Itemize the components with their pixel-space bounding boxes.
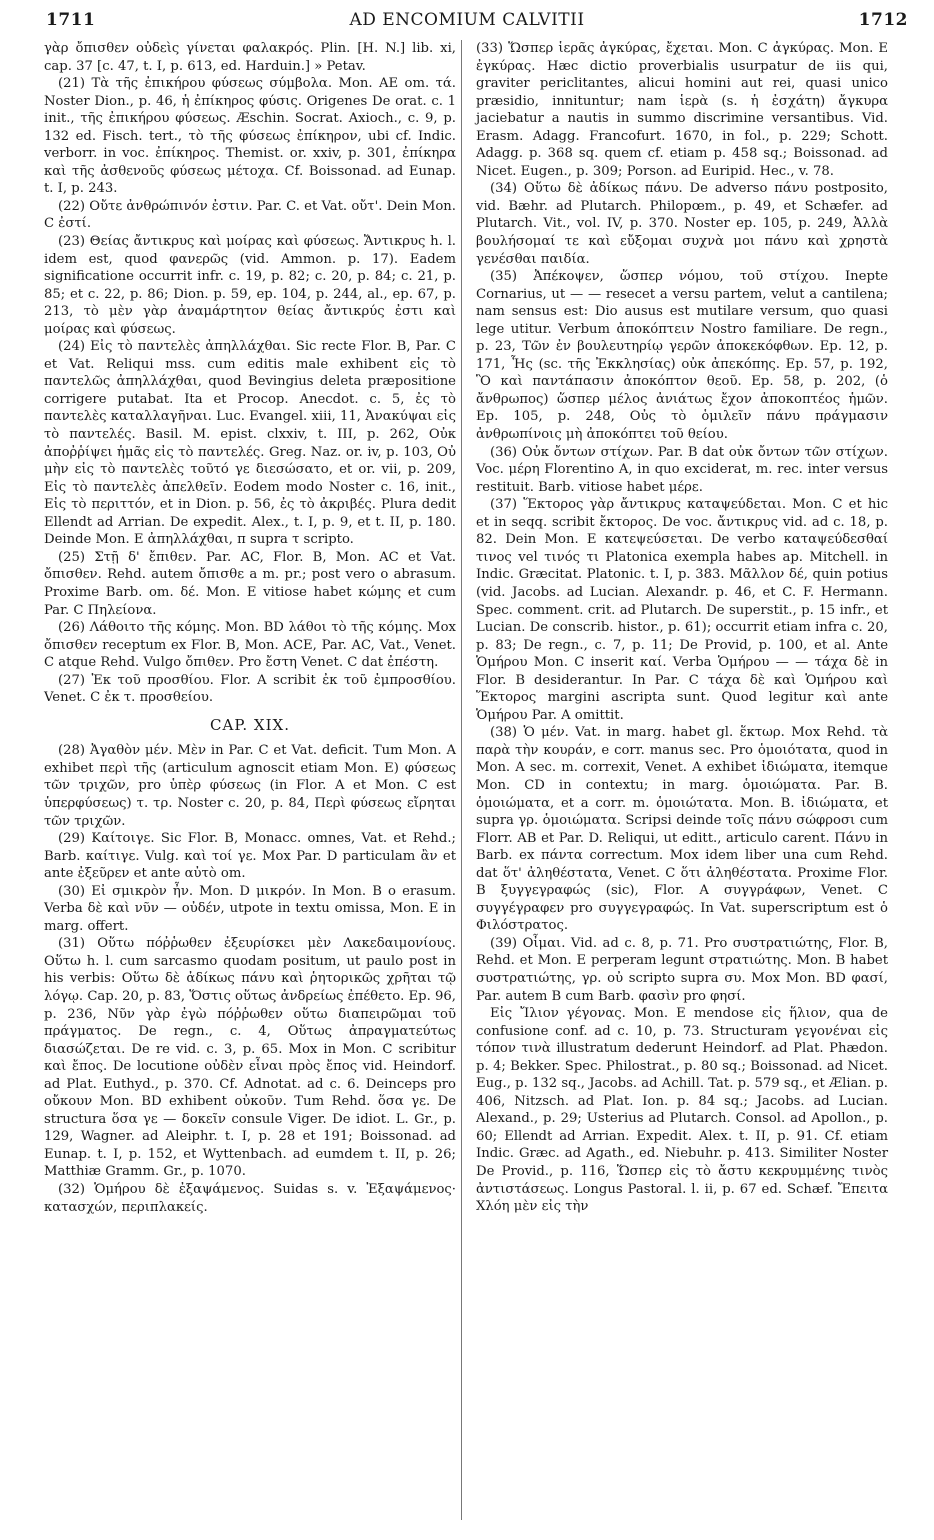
footnote-paragraph: (32) Ὁμήρου δὲ ἐξαψάμενος. Suidas s. v. Ἐξαψάμενος· κατασχών, περιπλακείς. [44, 1182, 456, 1215]
footnote-paragraph: (33) Ὥσπερ ἱερᾶς ἀγκύρας, ἔχεται. Mon. C ἀγκύρας. Mon. E ἐγκύρας. Hæc dictio proverbialis usurpatur de iis qui, graviter periclitantes, alicui homini aut rei, quasi unico præsidio, innituntur; nam ἱερὰ (s. ἡ ἐσχάτη) ἄγκυρα jaciebatur a nautis in summo discrimine versantibus. Vid. Erasm. Adagg. Francofurt. 1670, in fol., p. 229; Schott. Adagg. p. 368 sq. quem cf. etiam p. 458 sq.; Boissonad. ad Nicet. Eugen., p. 309; Porson. ad Euripid. Hec., v. 78. [476, 41, 888, 179]
running-title: AD ENCOMIUM CALVITII [349, 10, 585, 30]
left-page-number: 1711 [46, 10, 96, 30]
footnote-paragraph: (23) Θείας ἄντικρυς καὶ μοίρας καὶ φύσεως. Ἄντικρυς h. l. idem est, quod φανερῶς (vid. Ammon. p. 17). Eadem significatione occurrit infr. c. 19, p. 82; c. 20, p. 84; c. 21, p. 85; et c. 22, p. 86; Dion. p. 59, ep. 104, p. 244, al., ep. 67, p. 213, τὸ μὲν γὰρ ἀναμάρτητον θείας ἄντικρύς ἐστι καὶ μοίρας καὶ φύσεως. [44, 234, 456, 337]
footnote-paragraph: γὰρ ὄπισθεν οὐδεὶς γίνεται φαλακρός. Plin. [H. N.] lib. xi, cap. 37 [c. 47, t. I, p. 613, ed. Harduin.] » Petav. [44, 41, 456, 74]
footnote-paragraph: (29) Καίτοιγε. Sic Flor. B, Monacc. omnes, Vat. et Rehd.; Barb. καίτιγε. Vulg. καὶ τοί γε. Mox Par. D particulam ἂν et ante ἐξεῦρεν et ante αὐτὸ om. [44, 831, 456, 882]
footnote-paragraph: (37) Ἕκτορος γὰρ ἄντικρυς καταψεύδεται. Mon. C et hic et in seqq. scribit ἔκτορος. De voc. ἄντικρυς vid. ad c. 18, p. 82. Dein Mon. E κατεψεύσεται. De verbo καταψεύδεσθαί τινος vel τινός τι Platonica exempla habes ap. Mitchell. in Indic. Græcitat. Platonic. t. I, p. 383. Μᾶλλον δέ, quin potius (vid. Jacobs. ad Lucian. Alexandr. p. 46, et C. F. Hermann. Spec. comment. crit. ad Plutarch. De superstit., p. 15 infr., et Lucian. De conscrib. histor., p. 61); occurrit etiam infra c. 20, p. 83; De regn., c. 7, p. 11; De Provid, p. 100, et al. Ante Ὁμήρου Mon. C inserit καί. Verba Ὁμήρου — — τάχα δὲ in Flor. B desiderantur. In Par. C τάχα δὲ καὶ Ὁμήρου καὶ Ἕκτορος margini ascripta sunt. Quod legitur καὶ ante Ὁμήρου Par. A omittit. [476, 497, 888, 723]
column-divider [461, 40, 462, 1520]
right-column [476, 40, 888, 1216]
footnote-paragraph: (24) Εἰς τὸ παντελὲς ἀπηλλάχθαι. Sic recte Flor. B, Par. C et Vat. Reliqui mss. cum editis male exhibent εἰς τὸ παντελῶς ἀπηλλάχθαι, quod Bevingius deleta præpositione corrigere putabat. Ita et Procop. Anecdot. c. 5, ἐς τὸ παντελὲς καταλλαγῆναι. Luc. Evangel. xiii, 11, Ἀνακύψαι εἰς τὸ παντελές. Basil. M. epist. clxxiv, t. III, p. 262, Οὐκ ἀποῤῥίψει ἡμᾶς εἰς τὸ παντελές. Greg. Naz. or. iv, p. 103, Οὐ μὴν εἰς τὸ παντελὲς τοῦτό γε διεσώσατο, et or. vii, p. 209, Εἰς τὸ παντελὲς ἀπελθεῖν. Eodem modo Noster c. 16, init., Εἰς τὸ περιττόν, et in Dion. p. 56, ἐς τὸ ἀκριβές. Plura dedit Ellendt ad Arrian. De expedit. Alex., t. I, p. 9, et t. II, p. 180. Deinde Mon. E ἀπηλλάχθαι, π supra τ scripto. [44, 339, 456, 548]
footnote-paragraph: (38) Ὁ μέν. Vat. in marg. habet gl. ἕκτωρ. Mox Rehd. τὰ παρὰ τὴν κουράν, e corr. manus sec. Pro ὁμοιότατα, quod in Mon. A sec. m. correxit, Venet. A exhibet ἰδιώματα, itemque Mon. CD in contextu; in marg. ὁμοιώματα. Par. B. ὁμοιώματα, et a corr. m. ὁμοιώτατα. Mon. B. ἰδιώματα, et supra γρ. ὁμοιώματα. Scripsi deinde τοῖς πάνυ σώφροσι cum Florr. AB et Par. D. Reliqui, ut editt., articulo carent. Πάνυ in Barb. ex πάντα correctum. Mox idem liber una cum Rehd. dat ὅτ' ἀληθέστατα, Venet. C ὅτι ἀληθέστατα. Proxime Flor. B ξυγγεγραφώς (sic), Flor. A συγγράφων, Venet. C συγγέγραφεν pro συγγεγραφώς. In Vat. superscriptum est ὁ Φιλόστρατος. [476, 725, 888, 934]
footnote-paragraph: (25) Στῇ δ' ἔπιθεν. Par. AC, Flor. B, Mon. AC et Vat. ὄπισθεν. Rehd. autem ὄπισθε a m. pr.; post vero ο abrasum. Proxime Barb. om. δέ. Mon. E vitiose habet κώμης et cum Par. C Πηλείονα. [44, 549, 456, 618]
footnote-paragraph: (28) Ἀγαθὸν μέν. Μὲν in Par. C et Vat. deficit. Tum Mon. A exhibet περὶ τῆς (articulum agnoscit etiam Mon. E) φύσεως τῶν τριχῶν, pro ὑπὲρ φύσεως (in Flor. A et Mon. C est ὑπερφύσεως) τ. τρ. Noster c. 20, p. 84, Περὶ φύσεως εἴρηται τῶν τριχῶν. [44, 743, 456, 829]
chapter-heading: CAP. XIX. [210, 715, 290, 734]
footnote-paragraph: Εἰς Ἴλιον γέγονας. Mon. E mendose εἰς ἥλιον, qua de confusione conf. ad c. 10, p. 73. Structuram γεγονέναι εἰς τόπον τινὰ illustratum dederunt Heindorf. ad Plat. Phædon. p. 4; Bekker. Spec. Philostrat., p. 80 sq.; Boissonad. ad Nicet. Eug., p. 132 sq., Jacobs. ad Achill. Tat. p. 579 sq., et Ælian. p. 406, Nitzsch. ad Plat. Ion. p. 84 sq.; Jacobs. ad Lucian. Alexand., p. 29; Usterius ad Plutarch. Consol. ad Apollon., p. 60; Ellendt ad Arrian. Expedit. Alex. t. II, p. 91. Cf. etiam Indic. Græc. ad Agath., ed. Niebuhr. p. 413. Similiter Noster De Provid., p. 116, Ὥσπερ εἰς τὸ ἄστυ κεκρυμμένης τινὸς ἀντιστάσεως. Longus Pastoral. l. ii, p. 67 ed. Schæf. Ἔπειτα Χλόη μὲν εἰς τὴν [476, 1006, 888, 1215]
footnote-paragraph: (34) Οὕτω δὲ ἀδίκως πάνυ. De adverso πάνυ postposito, vid. Bæhr. ad Plutarch. Philopœm., p. 49, et Schæfer. ad Plutarch. Vit., vol. IV, p. 370. Noster ep. 105, p. 249, Ἀλλὰ βουλήσομαί τε καὶ εὔξομαι συχνὰ μοι πάνυ καὶ χρηστὰ γενέσθαι παιδία. [476, 181, 888, 267]
footnote-paragraph: (31) Οὕτω πόῤῥωθεν ἐξευρίσκει μὲν Λακεδαιμονίους. Οὕτω h. l. cum sarcasmo quodam positum, ut paulo post in his verbis: Οὕτω δὲ ἀδίκως πάνυ καὶ ῥητορικῶς χρῆται τῷ λόγῳ. Cap. 20, p. 83, Ὅστις οὕτως ἀνδρείως ἐπέθετο. Ep. 96, p. 236, Νῦν γὰρ ἐγὼ πόῤῥωθεν οὕτω διαπειρῶμαι τοῦ πράγματος. De regn., c. 4, Οὕτως ἀπραγματεύτως διασώζεται. De re vid. c. 3, p. 65. Mox in Mon. C scribitur καὶ ἔπος. De locutione οὐδὲν εἶναι πρὸς ἔπος vid. Heindorf. ad Plat. Euthyd., p. 370. Cf. Adnotat. ad c. 6. Deinceps pro οὔκουν Mon. BD exhibent οὐκοῦν. Tum Rehd. ὅσα γε. De structura ὅσα γε — δοκεῖν consule Viger. De idiot. L. Gr., p. 129, Wagner. ad Aleiphr. t. I, p. 28 et 191; Boissonad. ad Eunap. t. I, p. 152, et Wyttenbach. ad eumdem t. II, p. 26; Matthiæ Gramm. Gr., p. 1070. [44, 936, 456, 1180]
left-column [44, 40, 456, 1216]
footnote-paragraph: (30) Εἰ σμικρὸν ἦν. Mon. D μικρόν. In Mon. B ο erasum. Verba δὲ καὶ νῦν — οὐδέν, utpote in textu omissa, Mon. E in marg. offert. [44, 883, 456, 934]
footnote-paragraph: (26) Λάθοιτο τῆς κόμης. Mon. BD λάθοι τὸ τῆς κόμης. Mox ὄπισθεν receptum ex Flor. B, Mon. ACE, Par. AC, Vat., Venet. C atque Rehd. Vulgo ὄπιθεν. Pro ἔστη Venet. C dat ἐπέστη. [44, 620, 456, 671]
footnote-paragraph: (22) Οὔτε ἀνθρώπινόν ἐστιν. Par. C. et Vat. οὔτ'. Dein Mon. C ἐστί. [44, 198, 456, 232]
footnote-paragraph: (27) Ἐκ τοῦ προσθίου. Flor. A scribit ἐκ τοῦ ἐμπροσθίου. Venet. C ἐκ τ. προσθείου. [44, 672, 456, 706]
footnote-paragraph: (35) Ἀπέκοψεν, ὥσπερ νόμου, τοῦ στίχου. Inepte Cornarius, ut — — resecet a versu partem, velut a cantilena; nam sensus est: Dio ausus est mutilare versum, quo quasi lege utitur. Verbum ἀποκόπτειν Nostro familiare. De regn., p. 23, Τῶν ἐν βουλευτηρίῳ γερῶν ἀποκεκόφθων. Ep. 12, p. 171, Ἧς (sc. τῆς Ἐκκλησίας) οὐκ ἀπεκόπης. Ep. 57, p. 192, Ὃ καὶ παντάπασιν ἀποκόπτον θεοῦ. Ep. 58, p. 202, (ὁ ἄνθρωπος) ὥσπερ μέλος ἀνιάτως ἔχον ἀποκοπτέος ἡμῶν. Ep. 105, p. 248, Οὐς τὸ ὁμιλεῖν πάνυ πράγμασιν ἀνθρωπίνοις μὴ ἀποκόπτει τοῦ θείου. [476, 269, 888, 443]
footnote-paragraph: (36) Οὐκ ὄντων στίχων. Par. B dat οὐκ ὄντων τῶν στίχων. Voc. μέρη Florentino A, in quo exciderat, m. rec. inter versus restituit. Barb. vitiose habet μέρε. [476, 444, 888, 495]
right-page-number: 1712 [858, 10, 908, 30]
footnote-paragraph: (39) Οἶμαι. Vid. ad c. 8, p. 71. Pro συστρατιώτης, Flor. B, Rehd. et Mon. E perperam legunt στρατιώτης. Mon. B habet συστρατιώτης, γρ. οὐ scripto supra συ. Mox Mon. BD φασί, Par. autem B cum Barb. φασὶν pro φησί. [476, 935, 888, 1004]
footnote-paragraph: (21) Τὰ τῆς ἐπικήρου φύσεως σύμβολα. Mon. AE om. τά. Noster Dion., p. 46, ἡ ἐπίκηρος φύσις. Origenes De orat. c. 1 init., τῆς ἐπικήρου φύσεως. Æschin. Socrat. Axioch., c. 9, p. 132 ed. Fisch. tert., τὸ τῆς φύσεως ἐπίκηρον, ubi cf. Indic. verborr. in voc. ἐπίκηρος. Themist. or. xxiv, p. 301, ἐπίκηρα καὶ τῆς ἀσθενοῦς φύσεως μέτοχα. Cf. Boissonad. ad Eunap. t. I, p. 243. [44, 76, 456, 197]
